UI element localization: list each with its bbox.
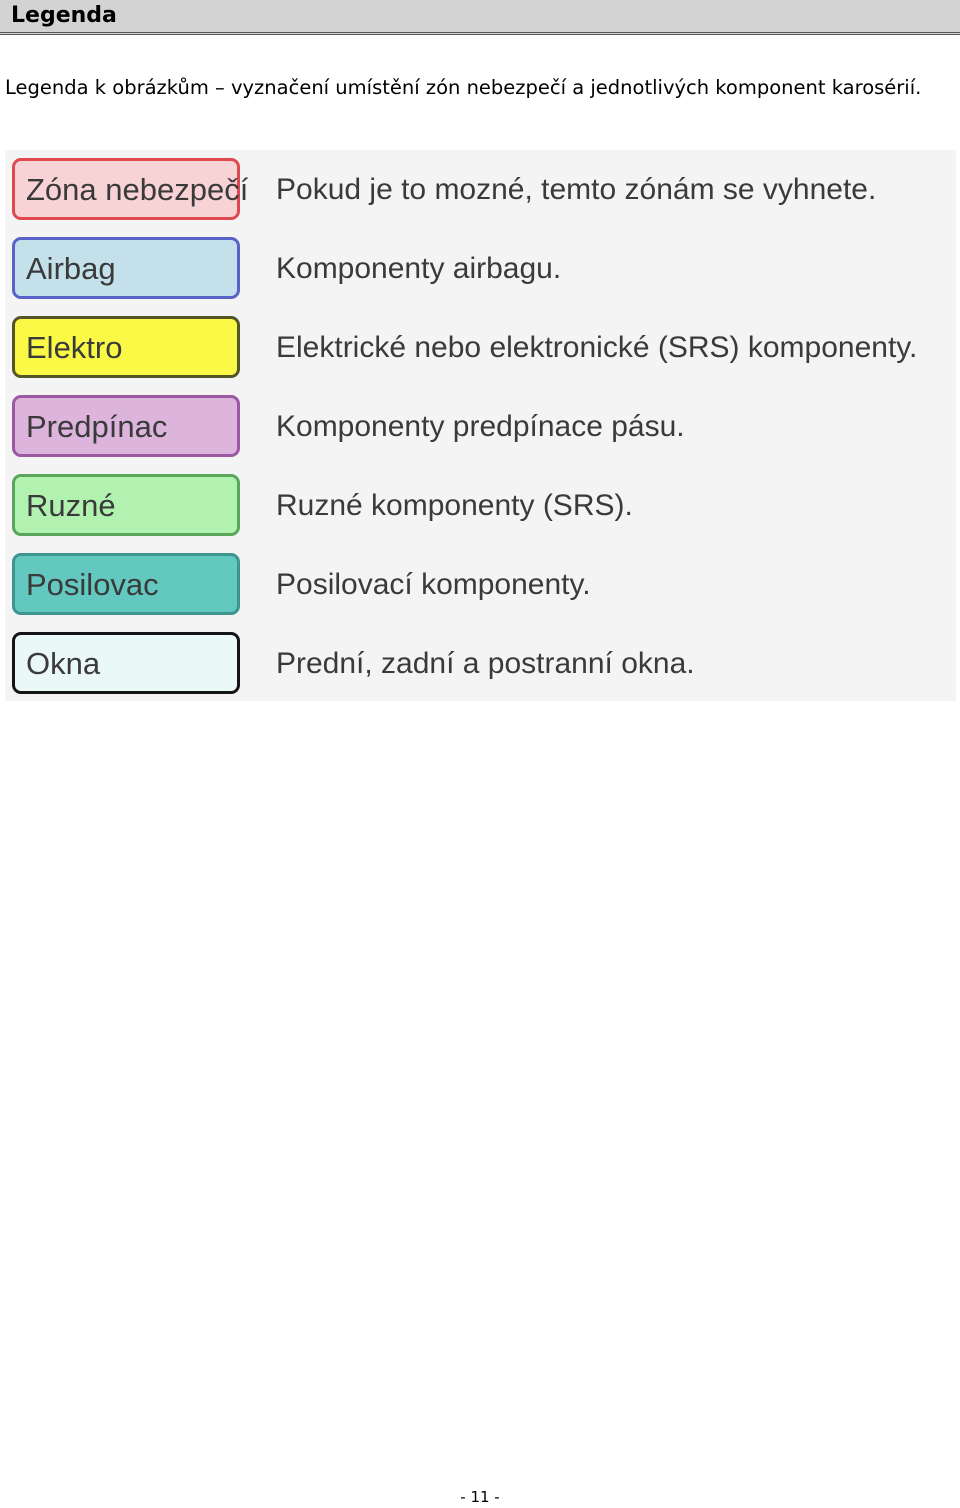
- legend-row-danger-zone: [5, 158, 956, 220]
- legend-description: Komponenty airbagu.: [276, 252, 562, 285]
- legend-swatch-label: Okna: [26, 646, 101, 681]
- legend-row-airbag: [5, 237, 956, 299]
- legend-description: Elektrické nebo elektronické (SRS) komponenty.: [276, 331, 918, 364]
- legend-swatch-various: [12, 474, 240, 536]
- legend-row-reinforcement: [5, 553, 956, 615]
- legend-row-electro: [5, 316, 956, 378]
- section-header: [0, 0, 960, 35]
- legend-row-windows: [5, 632, 956, 694]
- legend-row-pretensioner: [5, 395, 956, 457]
- page-number: - 11 -: [460, 1488, 500, 1506]
- intro-text: Legenda k obrázkům – vyznačení umístění zón nebezpečí a jednotlivých komponent karosérií.: [5, 76, 922, 99]
- legend-panel: [5, 150, 956, 701]
- legend-description: Pokud je to mozné, temto zónám se vyhnete.: [276, 173, 877, 206]
- section-title: Legenda: [11, 3, 117, 28]
- legend-description: Ruzné komponenty (SRS).: [276, 489, 633, 522]
- legend-description: Posilovací komponenty.: [276, 568, 591, 601]
- legend-swatch-danger-zone: [12, 158, 249, 220]
- legend-swatch-label: Zóna nebezpečí: [26, 172, 249, 207]
- legend-swatch-electro: [12, 316, 240, 378]
- legend-swatch-pretensioner: [12, 395, 240, 457]
- legend-description: Komponenty predpínace pásu.: [276, 410, 685, 443]
- legend-swatch-label: Ruzné: [26, 488, 116, 523]
- legend-swatch-label: Elektro: [26, 330, 123, 365]
- legend-swatch-airbag: [12, 237, 240, 299]
- legend-swatch-windows: [12, 632, 240, 694]
- legend-swatch-label: Predpínac: [26, 409, 168, 444]
- legend-swatch-label: Airbag: [26, 251, 116, 286]
- legend-description: Prední, zadní a postranní okna.: [276, 647, 695, 680]
- legend-swatch-reinforcement: [12, 553, 240, 615]
- legend-row-various: [5, 474, 956, 536]
- legend-swatch-label: Posilovac: [26, 567, 159, 602]
